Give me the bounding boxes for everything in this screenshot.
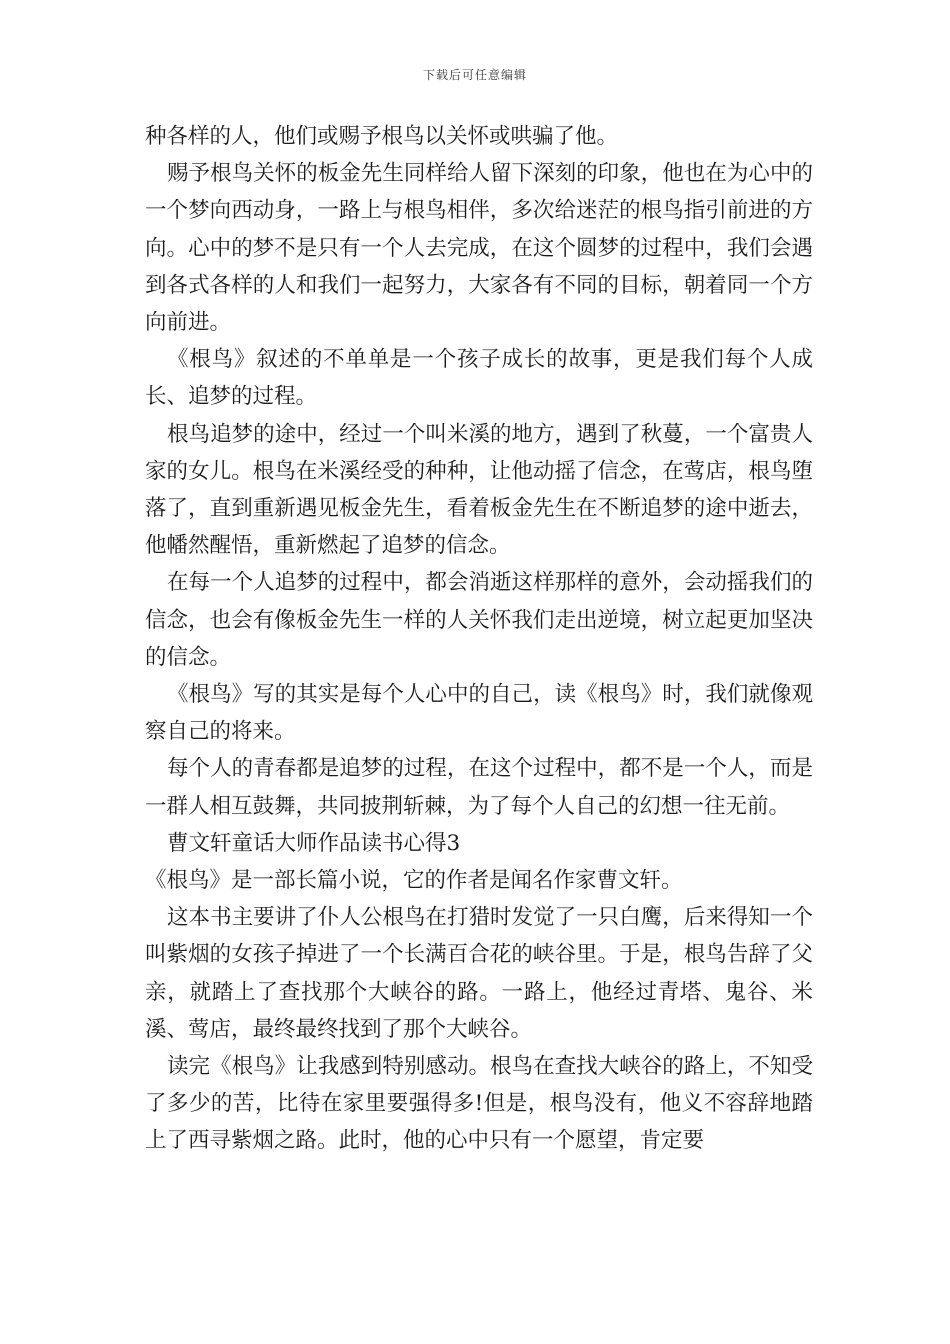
paragraph-5: 在每一个人追梦的过程中，都会消逝这样那样的意外，会动摇我们的信念，也会有像板金先生一样的人关怀我们走出逆境，树立起更加坚决的信念。 (145, 570, 813, 670)
paragraph-4: 根鸟追梦的途中，经过一个叫米溪的地方，遇到了秋蔓，一个富贵人家的女儿。根鸟在米溪经受的种种，让他动摇了信念，在莺店，根鸟堕落了，直到重新遇见板金先生，看着板金先生在不断追梦的途中逝去，他幡然醒悟，重新燃起了追梦的信念。 (145, 421, 813, 559)
paragraph-10: 读完《根鸟》让我感到特别感动。根鸟在查找大峡谷的路上，不知受了多少的苦，比待在家里要强得多!但是，根鸟没有，他义不容辞地踏上了西寻紫烟之路。此时，他的心中只有一个愿望，肯定要 (145, 1054, 813, 1154)
page-header: 下载后可任意编辑 (422, 68, 527, 82)
paragraph-9: 这本书主要讲了仆人公根鸟在打猎时发觉了一只白鹰，后来得知一个叫紫烟的女孩子掉进了一个长满百合花的峡谷里。于是，根鸟告辞了父亲，就踏上了查找那个大峡谷的路。一路上，他经过青塔、鬼谷、米溪、莺店，最终最终找到了那个大峡谷。 (145, 905, 813, 1042)
paragraph-7: 每个人的青春都是追梦的过程，在这个过程中，都不是一个人，而是一群人相互鼓舞，共同披荆斩棘，为了每个人自己的幻想一往无前。 (145, 756, 813, 819)
paragraph-1: 种各样的人，他们或赐予根鸟以关怀或哄骗了他。 (145, 124, 619, 149)
paragraph-3: 《根鸟》叙述的不单单是一个孩子成长的故事，更是我们每个人成长、追梦的过程。 (145, 347, 813, 410)
paragraph-6: 《根鸟》写的其实是每个人心中的自己，读《根鸟》时，我们就像观察自己的将来。 (145, 682, 813, 745)
document-body (145, 118, 813, 1160)
paragraph-8: 《根鸟》是一部长篇小说，它的作者是闻名作家曹文轩。 (145, 868, 683, 894)
paragraph-2: 赐予根鸟关怀的板金先生同样给人留下深刻的印象，他也在为心中的一个梦向西动身，一路上与根鸟相伴，多次给迷茫的根鸟指引前进的方向。心中的梦不是只有一个人去完成，在这个圆梦的过程中，我们会遇到各式各样的人和我们一起努力，大家各有不同的目标，朝着同一个方向前进。 (145, 161, 813, 336)
section-heading: 曹文轩童话大师作品读书心得3 (167, 830, 461, 856)
